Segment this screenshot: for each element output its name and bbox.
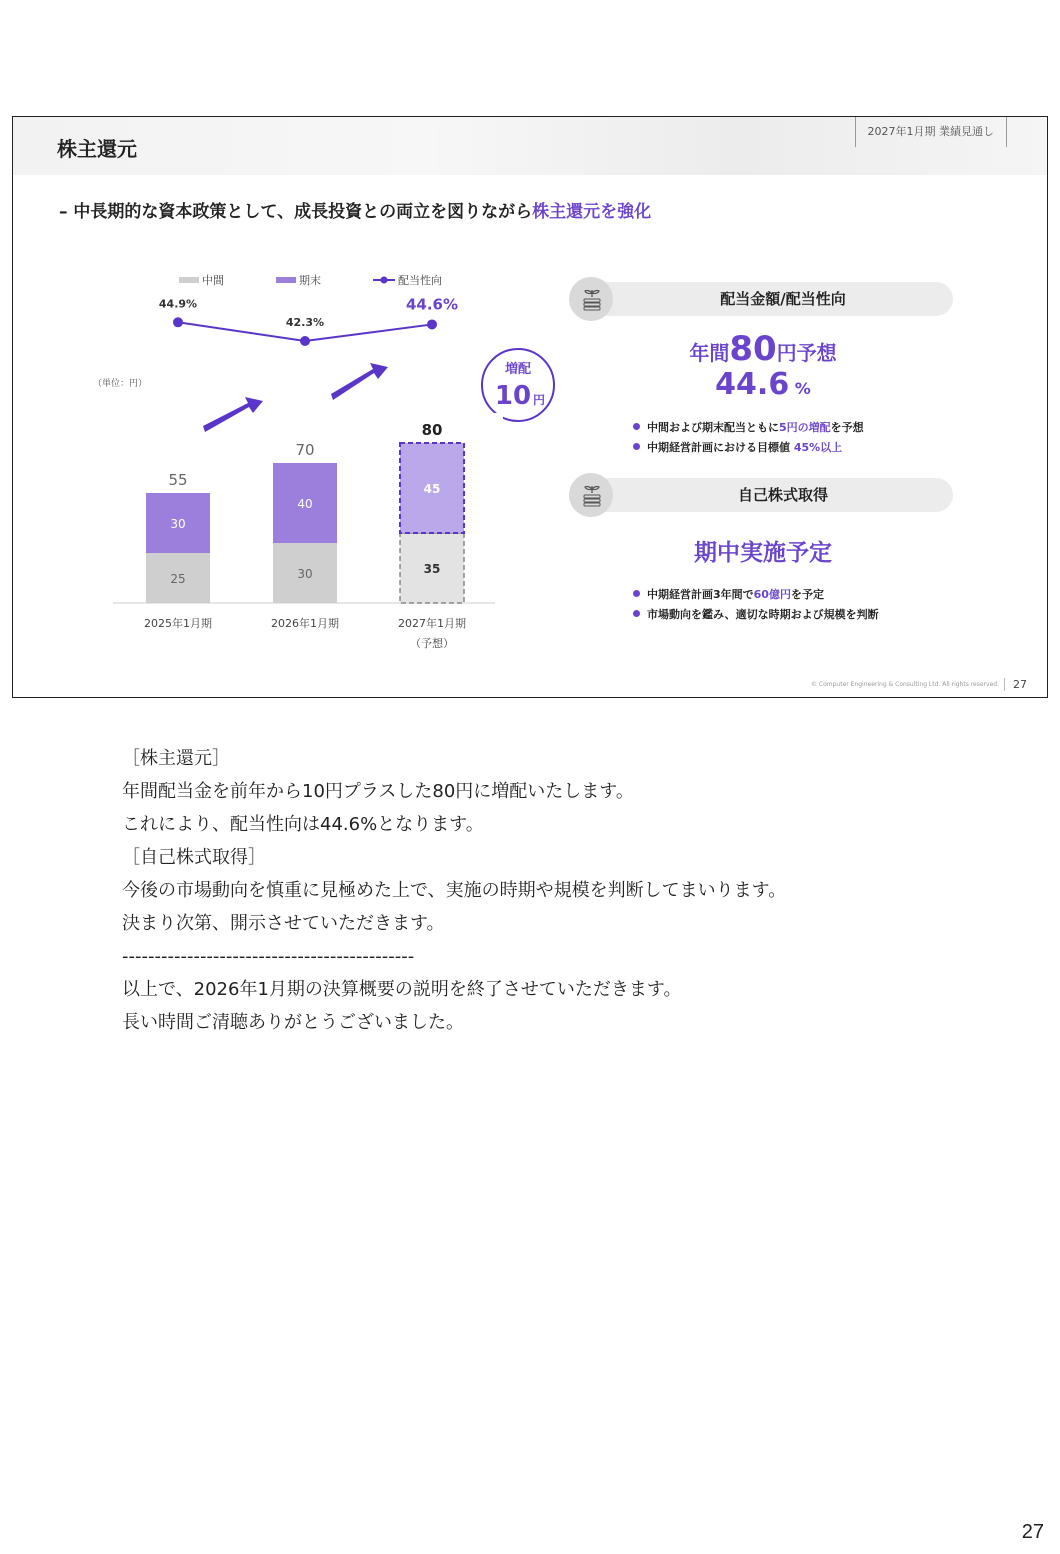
note-line: 長い時間ご清聴ありがとうございました。	[122, 1012, 464, 1033]
ratio-unit: %	[794, 379, 811, 398]
bullet-text: を予定	[790, 588, 824, 601]
panel-buyback-title: 自己株式取得	[737, 486, 828, 504]
x-tick-note: （予想）	[410, 637, 454, 650]
subtitle-text: – 中長期的な資本政策として、成長投資との両立を図りながら	[59, 202, 533, 222]
badge-unit: 円	[532, 393, 546, 407]
speaker-notes	[122, 742, 982, 1039]
payout-ratio-point	[173, 317, 183, 327]
annual-suffix: 円予想	[776, 341, 837, 365]
note-line: 決まり次第、開示させていただきます。	[122, 913, 445, 934]
copyright: © Computer Engineering & Consulting Ltd. All rights reserved.	[811, 681, 999, 688]
note-line: ［株主還元］	[122, 748, 230, 769]
x-tick-label: 2026年1月期	[271, 617, 339, 630]
panel-dividend-header	[573, 282, 953, 316]
note-line: 今後の市場動向を慎重に見極めた上で、実施の時期や規模を判断してまいります。	[122, 880, 787, 901]
bar-value-label: 30	[297, 567, 313, 581]
bullet-dot	[633, 610, 640, 617]
payout-ratio-label: 44.6%	[405, 295, 459, 314]
unit-label: （単位：円）	[93, 379, 148, 389]
payout-ratio-point	[300, 336, 310, 346]
panel1-bullet-2	[633, 439, 842, 455]
growth-arrow-icon	[203, 397, 263, 432]
buyback-main: 期中実施予定	[694, 540, 832, 566]
bullet-dot	[633, 423, 640, 430]
page-number: 27	[1021, 1521, 1044, 1543]
bullet-dot	[633, 443, 640, 450]
legend-label: 期末	[299, 274, 321, 287]
bar-value-label: 25	[170, 572, 186, 586]
legend-label: 配当性向	[398, 274, 442, 287]
legend-swatch-year-end	[276, 277, 296, 283]
bar-value-label: 35	[423, 562, 441, 576]
panel2-bullet-1	[633, 586, 824, 602]
growth-arrow-icon	[331, 363, 388, 400]
bar-value-label: 45	[423, 482, 441, 496]
legend-marker	[381, 277, 388, 284]
panel-buyback-header	[573, 478, 953, 512]
bullet-highlight: 5円の増配	[779, 421, 831, 434]
badge-gap	[473, 413, 503, 427]
legend-label: 中間	[202, 274, 224, 287]
panel-dividend-title: 配当金額/配当性向	[720, 290, 846, 308]
slide-title: 株主還元	[57, 137, 137, 161]
panel2-bullet-2	[633, 606, 879, 622]
payout-ratio-point	[427, 319, 437, 329]
payout-ratio-label: 42.3%	[285, 316, 325, 329]
bullet-highlight: 60億円	[753, 588, 791, 601]
note-line: 以上で、2026年1月期の決算概要の説明を終了させていただきます。	[122, 979, 682, 1000]
bar-value-label: 40	[297, 497, 313, 511]
bullet-text: 中間および期末配当ともに	[647, 421, 779, 434]
legend-swatch-interim	[179, 277, 199, 283]
note-line: ［自己株式取得］	[122, 847, 266, 868]
payout-ratio-label: 44.9%	[158, 297, 198, 311]
annual-prefix: 年間	[689, 341, 730, 365]
bullet-dot	[633, 590, 640, 597]
period-tag: 2027年1月期 業績見通し	[855, 117, 1008, 147]
x-tick-label: 2027年1月期	[398, 617, 466, 630]
bar-value-label: 30	[170, 517, 186, 531]
slide-page-number: 27	[1004, 678, 1027, 691]
dividend-chart	[13, 117, 573, 697]
bullet-text: 市場動向を鑑み、適切な時期および規模を判断	[647, 608, 879, 621]
x-tick-label: 2025年1月期	[144, 617, 212, 630]
coin-plant-icon	[569, 473, 613, 517]
bar-total-label: 55	[168, 471, 188, 489]
bar-total-label: 70	[295, 441, 315, 459]
bullet-text: を予想	[830, 421, 864, 434]
bullet-highlight: 45%以上	[793, 441, 843, 454]
annual-dividend	[573, 329, 953, 369]
bullet-text: 中期経営計画における目標値	[647, 441, 794, 454]
coin-plant-icon	[569, 277, 613, 321]
payout-ratio-display	[573, 367, 953, 402]
slide	[12, 116, 1048, 698]
note-line: 年間配当金を前年から10円プラスした80円に増配いたします。	[122, 781, 634, 802]
badge-value: 10	[494, 381, 532, 411]
bullet-text: 中期経営計画3年間で	[647, 588, 754, 601]
note-line: ---------------------------------------------	[122, 946, 415, 967]
note-line: これにより、配当性向は44.6%となります。	[122, 814, 484, 835]
badge-label: 増配	[504, 362, 532, 377]
ratio-value: 44.6	[715, 367, 790, 402]
subtitle-accent: 株主還元を強化	[532, 202, 652, 222]
panel1-bullet-1	[633, 419, 864, 435]
annual-value: 80	[729, 329, 777, 369]
bar-total-label: 80	[421, 421, 443, 439]
